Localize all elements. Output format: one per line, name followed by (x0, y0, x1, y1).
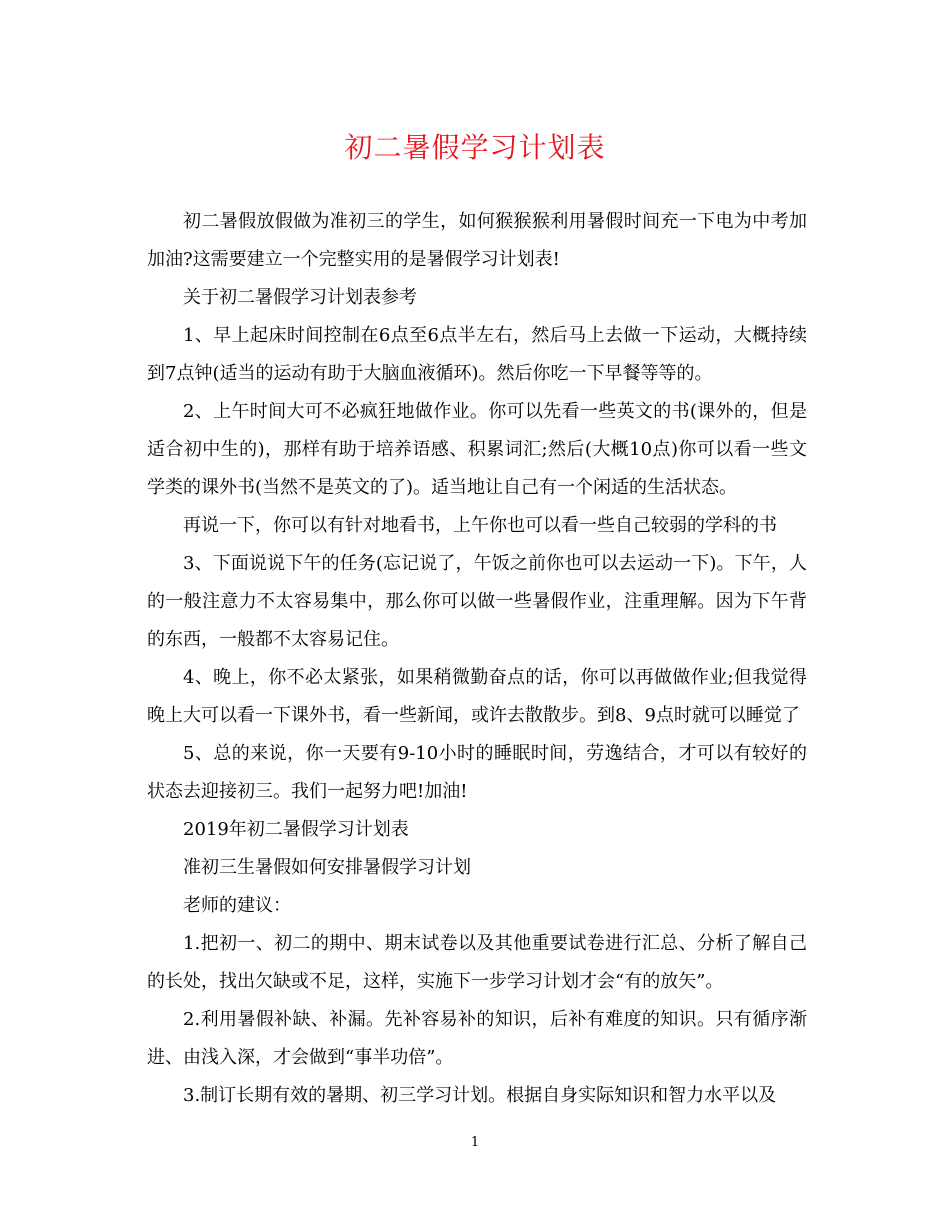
paragraph-advice-3: 3.制订长期有效的暑期、初三学习计划。根据自身实际知识和智力水平以及 (183, 1085, 777, 1106)
paragraph-advice-1: 1.把初一、初二的期中、期末试卷以及其他重要试卷进行汇总、分析了解自己的长处，找出欠缺或不足，这样，实施下一步学习计划才会“有的放矢”。 (147, 933, 807, 992)
paragraph-item-3: 3、下面说说下午的任务(忘记说了，午饭之前你也可以去运动一下)。下午，人的一般注意力不太容易集中，那么你可以做一些暑假作业，注重理解。因为下午背的东西，一般都不太容易记住。 (147, 553, 807, 650)
paragraph-item-4: 4、晚上，你不必太紧张，如果稍微勤奋点的话，你可以再做做作业;但我觉得晚上大可以看一下课外书，看一些新闻，或许去散散步。到8、9点时就可以睡觉了 (147, 667, 807, 726)
paragraph-advice-2: 2.利用暑假补缺、补漏。先补容易补的知识，后补有难度的知识。只有循序渐进、由浅入深，才会做到“事半功倍”。 (147, 1009, 807, 1068)
paragraph-item-5: 5、总的来说，你一天要有9-10小时的睡眠时间，劳逸结合，才可以有较好的状态去迎接初三。我们一起努力吧!加油! (147, 743, 807, 802)
paragraph-subheading-plan: 准初三生暑假如何安排暑假学习计划 (183, 857, 471, 878)
paragraph-reference-heading: 关于初二暑假学习计划表参考 (183, 287, 417, 308)
paragraph-subheading-2019: 2019年初二暑假学习计划表 (183, 819, 409, 840)
document-body (147, 203, 807, 1115)
paragraph-teacher-advice: 老师的建议： (183, 895, 291, 916)
paragraph-item-1: 1、早上起床时间控制在6点至6点半左右，然后马上去做一下运动，大概持续到7点钟(适当的运动有助于大脑血液循环)。然后你吃一下早餐等等的。 (147, 325, 807, 384)
paragraph-item-2: 2、上午时间大可不必疯狂地做作业。你可以先看一些英文的书(课外的，但是适合初中生的)，那样有助于培养语感、积累词汇;然后(大概10点)你可以看一些文学类的课外书(当然不是英文的了)。适当地让自己有一个闲适的生活状态。 (147, 401, 807, 498)
document-title: 初二暑假学习计划表 (344, 131, 606, 164)
paragraph-intro: 初二暑假放假做为准初三的学生，如何猴猴猴利用暑假时间充一下电为中考加加油?这需要建立一个完整实用的是暑假学习计划表! (147, 211, 807, 270)
paragraph-note: 再说一下，你可以有针对地看书，上午你也可以看一些自己较弱的学科的书 (183, 515, 777, 536)
page-number: 1 (470, 1135, 480, 1150)
